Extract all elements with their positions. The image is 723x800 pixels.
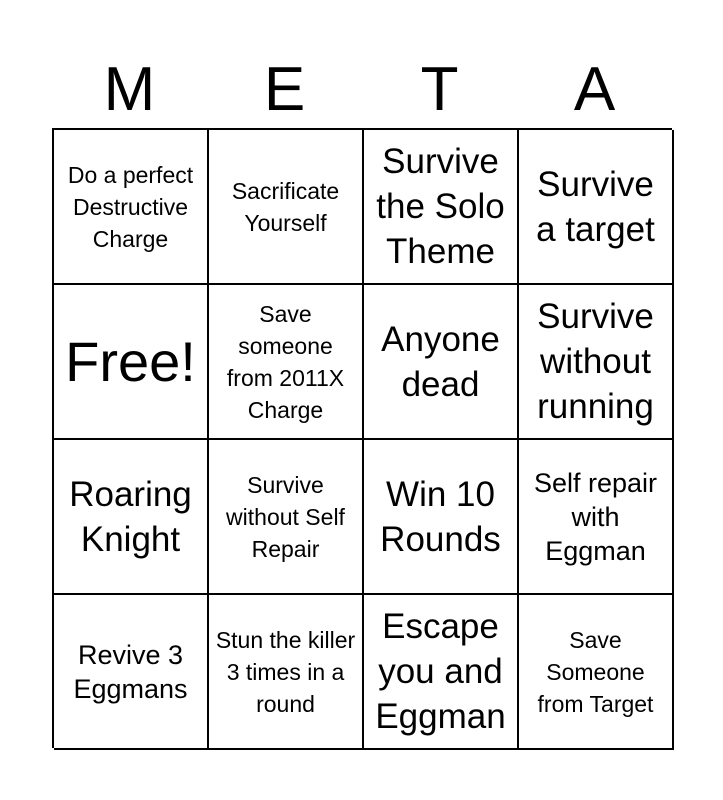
bingo-cell[interactable] — [209, 285, 364, 440]
bingo-cell[interactable] — [209, 440, 364, 595]
cell-text: Free! — [65, 329, 196, 393]
cell-text: Survive without Self Repair — [226, 471, 345, 562]
cell-text: Survive a target — [536, 164, 655, 249]
bingo-cell[interactable] — [364, 130, 519, 285]
bingo-cell[interactable] — [364, 440, 519, 595]
bingo-cell[interactable] — [519, 595, 674, 750]
header-letter-e: E — [263, 55, 306, 124]
bingo-cell[interactable] — [519, 285, 674, 440]
bingo-cell[interactable] — [364, 285, 519, 440]
bingo-cell[interactable] — [364, 595, 519, 750]
cell-text: Do a perfect Destructive Charge — [67, 161, 194, 252]
cell-text: Survive without running — [537, 297, 654, 426]
bingo-cell[interactable] — [519, 440, 674, 595]
bingo-header — [52, 52, 672, 128]
cell-text: Save someone from 2011X Charge — [226, 300, 345, 423]
cell-text: Win 10 Rounds — [380, 474, 501, 559]
cell-text: Save Someone from Target — [537, 626, 654, 717]
bingo-grid — [52, 128, 672, 748]
cell-text: Escape you and Eggman — [375, 607, 506, 736]
bingo-cell[interactable] — [519, 130, 674, 285]
header-letter-t: T — [420, 55, 459, 124]
bingo-cell[interactable] — [54, 130, 209, 285]
cell-text: Revive 3 Eggmans — [73, 639, 188, 704]
cell-text: Self repair with Eggman — [533, 467, 658, 566]
bingo-cell[interactable] — [209, 595, 364, 750]
bingo-cell-free[interactable] — [54, 285, 209, 440]
cell-text: Survive the Solo Theme — [376, 142, 505, 271]
cell-text: Sacrificate Yourself — [231, 177, 340, 236]
header-letter-a: A — [573, 55, 616, 124]
bingo-cell[interactable] — [54, 440, 209, 595]
cell-text: Roaring Knight — [69, 474, 192, 559]
bingo-cell[interactable] — [209, 130, 364, 285]
bingo-cell[interactable] — [54, 595, 209, 750]
header-letter-m: M — [103, 55, 156, 124]
cell-text: Stun the killer 3 times in a round — [215, 626, 356, 717]
cell-text: Anyone dead — [381, 319, 500, 404]
